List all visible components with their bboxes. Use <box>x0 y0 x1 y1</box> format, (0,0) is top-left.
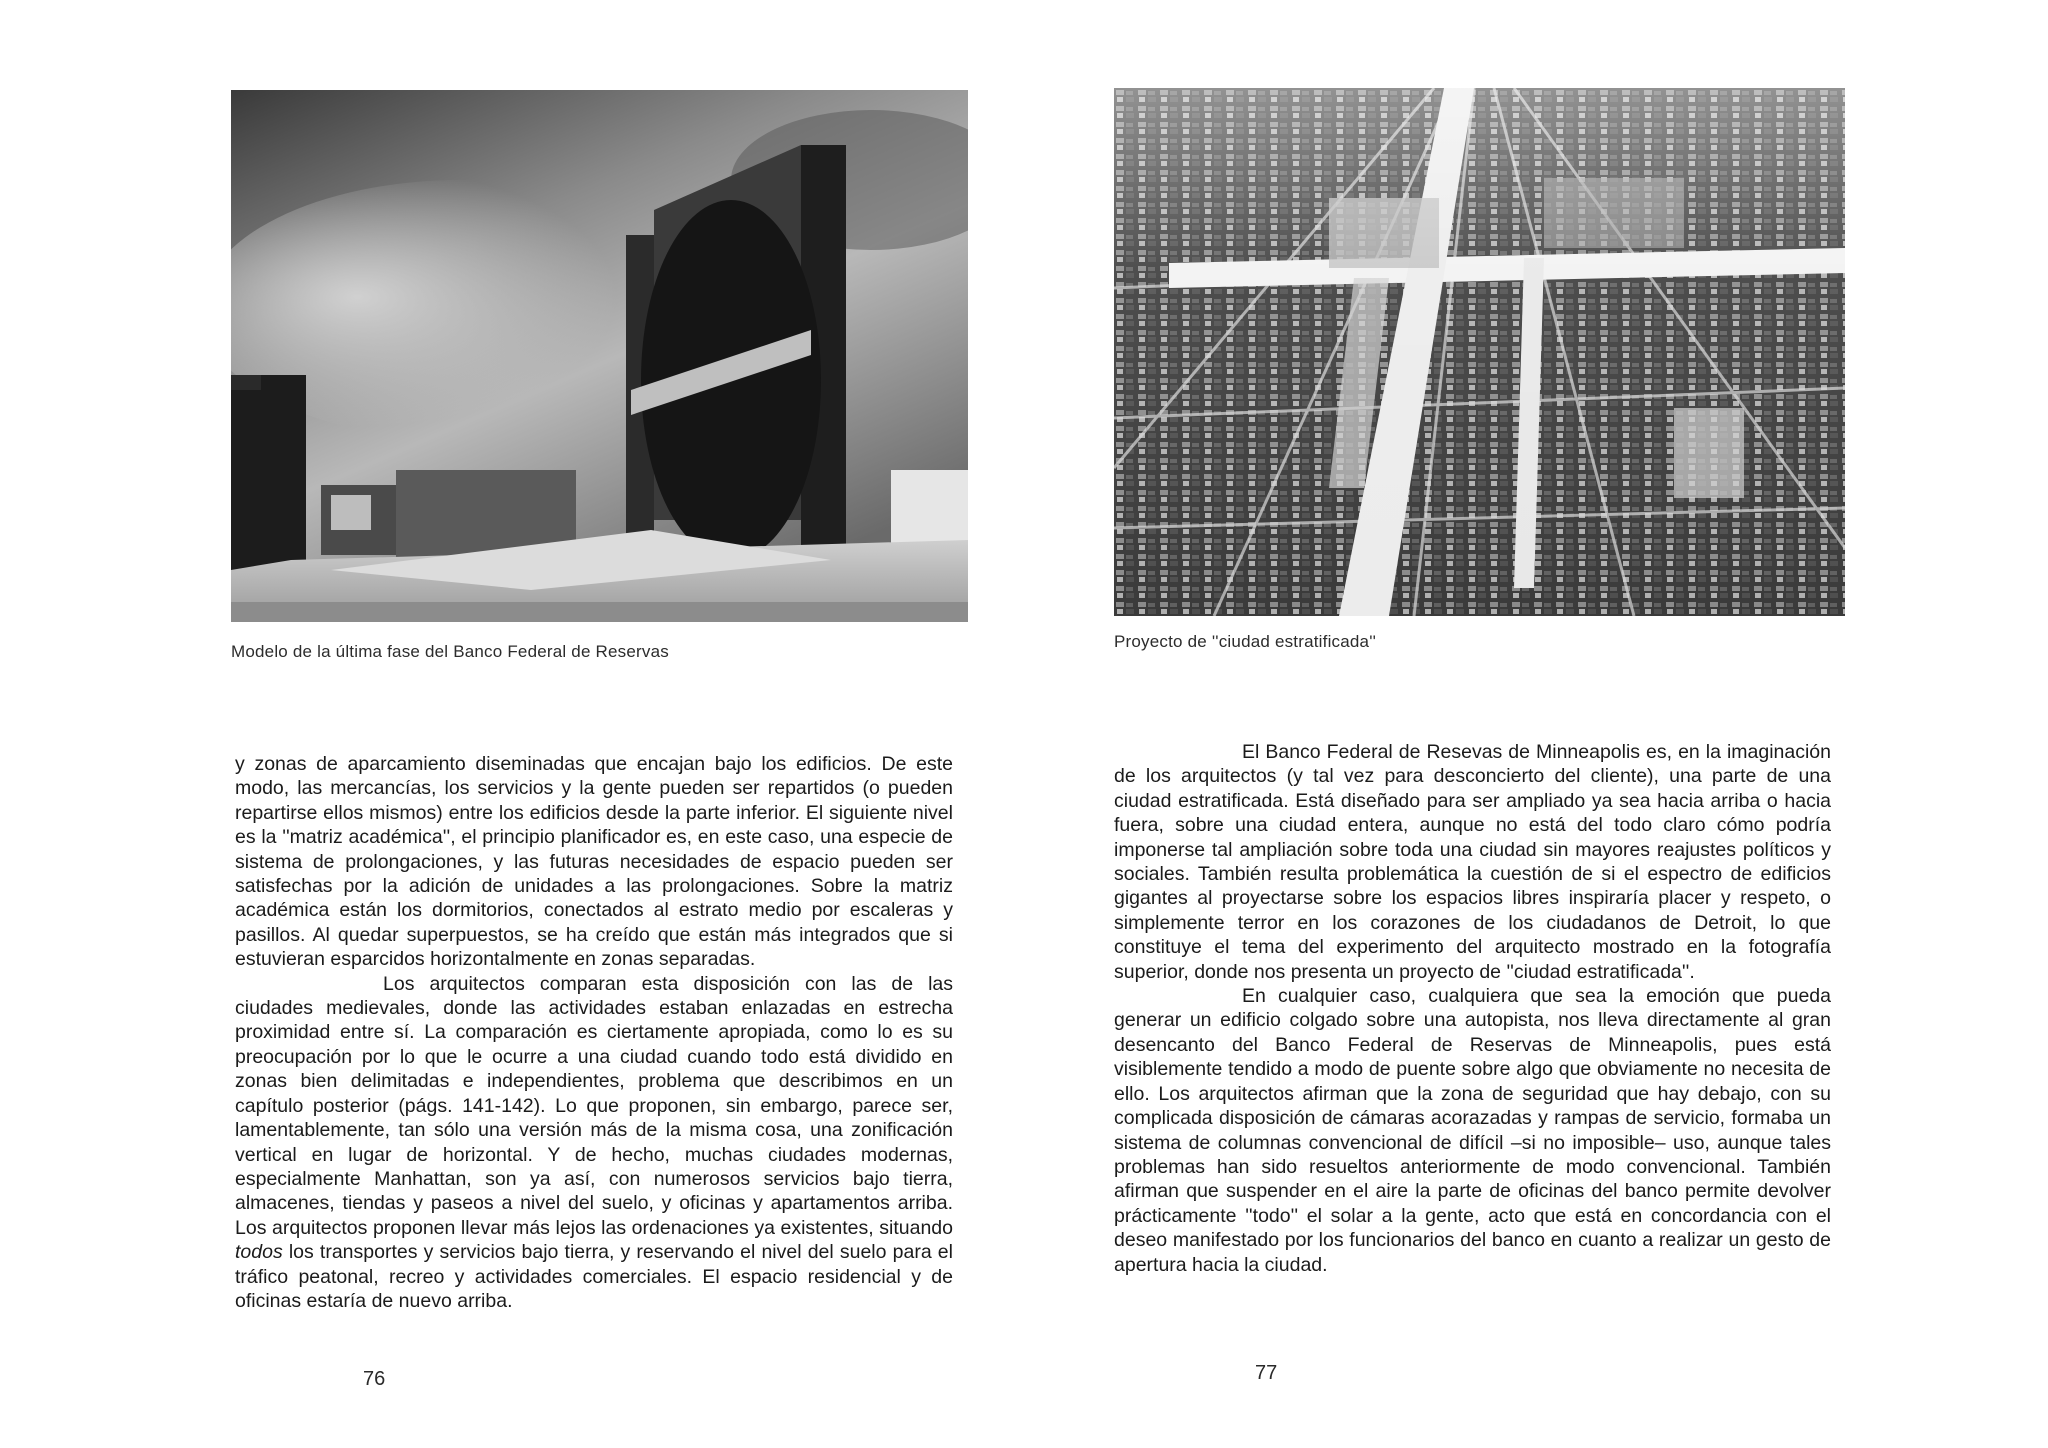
right-paragraph-1: El Banco Federal de Resevas de Minneapolis es, en la imaginación de los arquitectos (y tal vez para desconcierto del cliente), una parte de una ciudad estratificada. Está diseñado para ser ampliado ya sea hacia arriba o hacia fuera, sobre una ciudad entera, aunque no está del todo claro cómo podría imponerse tal ampliación sobre toda una ciudad sin mayores reajustes políticos y sociales. También resulta problemática la cuestión de si el espectro de edificios gigantes al proyectarse sobre los espacios libres inspiraría placer y respeto, o simplemente terror en los corazones de los ciudadanos de Detroit, lo que constituye el tema del experimento del arquitecto mostrado en la fotografía superior, donde nos presenta un proyecto de ''ciudad estratificada''. <box>1114 741 1831 983</box>
left-paragraph-2 <box>235 972 953 1314</box>
left-body-text <box>235 752 953 1313</box>
left-paragraph-2-after: los transportes y servicios bajo tierra, y reservando el nivel del suelo para el tráfico peatonal, recreo y actividades comerciales. El espacio residencial y de oficinas estaría de nuevo arriba. <box>235 1241 953 1312</box>
right-paragraph-2: En cualquier caso, cualquiera que sea la emoción que pueda generar un edificio colgado sobre una autopista, nos lleva directamente al gran desencanto del Banco Federal de Reservas de Minneapolis, pues está visiblemente tendido a modo de puente sobre algo que obviamente no necesita de ello. Los arquitectos afirman que la zona de seguridad que hay debajo, con su complicada disposición de cámaras acorazadas y rampas de servicio, formaba un sistema de columnas convencional de difícil –si no imposible– uso, aunque tales problemas han sido resueltos anteriormente de modo convencional. También afirman que suspender en el aire la parte de oficinas del banco permite devolver prácticamente ''todo'' el solar a la gente, acto que está en concordancia con el deseo manifestado por los funcionarios del banco en cuanto a realizar un gesto de apertura hacia la ciudad. <box>1114 985 1831 1276</box>
page-number-right: 77 <box>1255 1362 1278 1384</box>
right-page <box>1024 0 2048 1448</box>
bank-model-caption: Modelo de la última fase del Banco Federal de Reservas <box>231 642 669 661</box>
stratified-city-photo <box>1114 88 1845 616</box>
stratified-city-caption: Proyecto de ''ciudad estratificada'' <box>1114 632 1377 651</box>
page-number-left: 76 <box>363 1368 386 1390</box>
left-paragraph-2-emphasis: todos <box>235 1241 283 1264</box>
left-paragraph-2-before: Los arquitectos comparan esta disposición con las de las ciudades medievales, donde las actividades estaban enlazadas en estrecha proximidad entre sí. La comparación es ciertamente apropiada, como lo es su preocupación por lo que le ocurre a una ciudad cuando todo está dividido en zonas bien delimitadas e independientes, problema que describimos en un capítulo posterior (págs. 141-142). Lo que proponen, sin embargo, parece ser, lamentablemente, tan sólo una versión más de la misma cosa, una zonificación vertical en lugar de horizontal. Y de hecho, muchas ciudades modernas, especialmente Manhattan, son ya así, con numerosos servicios bajo tierra, almacenes, tiendas y paseos a nivel del suelo, y oficinas y apartamentos arriba. Los arquitectos proponen llevar más lejos las ordenaciones ya existentes, situando <box>235 972 953 1239</box>
right-body-text <box>1114 740 1831 1277</box>
left-paragraph-1: y zonas de aparcamiento diseminadas que encajan bajo los edificios. De este modo, las mercancías, los servicios y la gente pueden ser repartidos (o pueden repartirse ellos mismos) entre los edificios desde la parte inferior. El siguiente nivel es la ''matriz académica'', el principio planificador es, en este caso, una especie de sistema de prolongaciones, y las futuras necesidades de espacio pueden ser satisfechas por la adición de unidades a las prolongaciones. Sobre la matriz académica están los dormitorios, conectados al estrato medio por escaleras y pasillos. Al quedar superpuestos, se ha creído que están más integrados que si estuvieran esparcidos horizontalmente en zonas separadas. <box>235 753 953 971</box>
bank-model-photo <box>231 90 968 622</box>
